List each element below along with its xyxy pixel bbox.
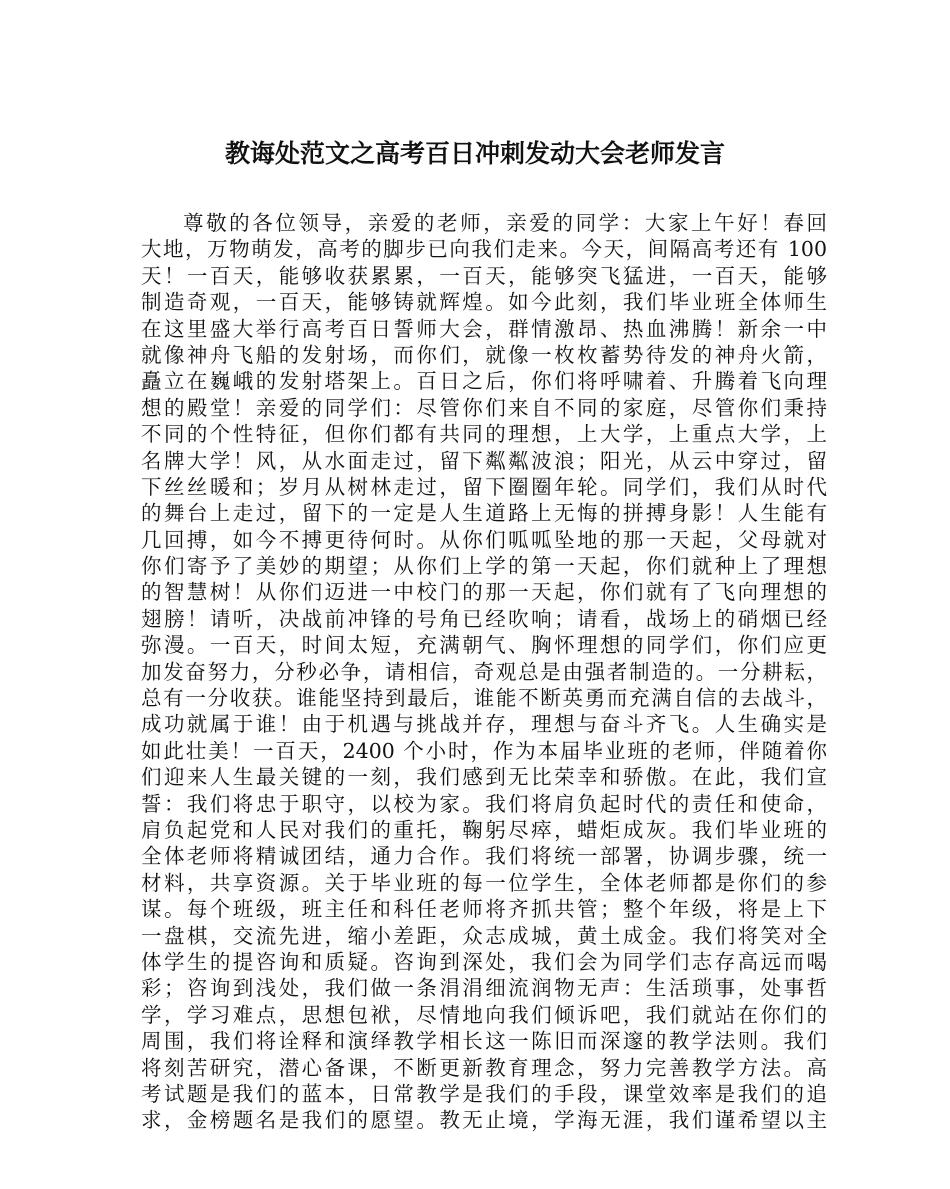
paragraph-line: 谋。每个班级，班主任和科任老师将齐抓共管；整个年级，将是上下 (141, 897, 827, 922)
paragraph-line: 如此壮美！一百天，2400 个小时，作为本届毕业班的老师，伴随着你 (141, 738, 827, 763)
paragraph-line: 的智慧树！从你们迈进一中校门的那一天起，你们就有了飞向理想的 (141, 580, 827, 605)
paragraph-line: 不同的个性特征，但你们都有共同的理想，上大学，上重点大学，上 (141, 422, 827, 447)
paragraph-line: 肩负起党和人民对我们的重托，鞠躬尽瘁，蜡炬成灰。我们毕业班的 (141, 817, 827, 842)
paragraph-line: 翅膀！请听，决战前冲锋的号角已经吹响；请看，战场上的硝烟已经 (141, 606, 827, 631)
paragraph-line: 学，学习难点，思想包袱，尽情地向我们倾诉吧，我们就站在你们的 (141, 1002, 827, 1027)
paragraph-line: 矗立在巍峨的发射塔架上。百日之后，你们将呼啸着、升腾着飞向理 (141, 369, 827, 394)
paragraph-line: 考试题是我们的蓝本，日常教学是我们的手段，课堂效率是我们的追 (141, 1081, 827, 1106)
paragraph-line: 你们寄予了美妙的期望；从你们上学的第一天起，你们就种上了理想 (141, 554, 827, 579)
document-title: 教诲处范文之高考百日冲刺发动大会老师发言 (224, 139, 725, 168)
paragraph-line: 想的殿堂！亲爱的同学们：尽管你们来自不同的家庭，尽管你们秉持 (141, 395, 827, 420)
paragraph-line: 们迎来人生最关键的一刻，我们感到无比荣幸和骄傲。在此，我们宣 (141, 765, 827, 790)
paragraph-line: 全体老师将精诚团结，通力合作。我们将统一部署，协调步骤，统一 (141, 844, 827, 869)
paragraph-line: 下丝丝暖和；岁月从树林走过，留下圈圈年轮。同学们，我们从时代 (141, 474, 827, 499)
paragraph-line: 材料，共享资源。关于毕业班的每一位学生，全体老师都是你们的参 (141, 870, 827, 895)
paragraph-line: 彩；咨询到浅处，我们做一条涓涓细流润物无声：生活琐事，处事哲 (141, 976, 827, 1001)
paragraph-line: 周围，我们将诠释和演绎教学相长这一陈旧而深邃的教学法则。我们 (141, 1029, 827, 1054)
paragraph-line: 制造奇观，一百天，能够铸就辉煌。如今此刻，我们毕业班全体师生 (141, 290, 827, 315)
paragraph-line: 几回搏，如今不搏更待何时。从你们呱呱坠地的那一天起，父母就对 (141, 527, 827, 552)
paragraph-line: 将刻苦研究，潜心备课，不断更新教育理念，努力完善教学方法。高 (141, 1055, 827, 1080)
paragraph-line: 弥漫。一百天，时间太短，充满朝气、胸怀理想的同学们，你们应更 (141, 633, 827, 658)
paragraph-line: 名牌大学！风，从水面走过，留下粼粼波浪；阳光，从云中穿过，留 (141, 448, 827, 473)
paragraph-line: 加发奋努力，分秒必争，请相信，奇观总是由强者制造的。一分耕耘， (141, 659, 827, 684)
paragraph-line: 总有一分收获。谁能坚持到最后，谁能不断英勇而充满自信的去战斗， (141, 686, 827, 711)
paragraph-line: 在这里盛大举行高考百日誓师大会，群情激昂、热血沸腾！新余一中 (141, 316, 827, 341)
speech-body (141, 210, 827, 1134)
paragraph-line: 就像神舟飞船的发射场，而你们，就像一枚枚蓄势待发的神舟火箭， (141, 342, 827, 367)
paragraph-line: 成功就属于谁！由于机遇与挑战并存，理想与奋斗齐飞。人生确实是 (141, 712, 827, 737)
paragraph-line: 大地，万物萌发，高考的脚步已向我们走来。今天，间隔高考还有 100 (141, 237, 827, 262)
paragraph-line: 尊敬的各位领导，亲爱的老师，亲爱的同学：大家上午好！春回 (183, 211, 827, 235)
paragraph-line: 求，金榜题名是我们的愿望。教无止境，学海无涯，我们谨希望以主 (141, 1108, 827, 1133)
paragraph-line: 天！一百天，能够收获累累，一百天，能够突飞猛进，一百天，能够 (141, 263, 827, 288)
paragraph-line: 一盘棋，交流先进，缩小差距，众志成城，黄土成金。我们将笑对全 (141, 923, 827, 948)
paragraph-line: 誓：我们将忠于职守，以校为家。我们将肩负起时代的责任和使命， (141, 791, 827, 816)
paragraph-line: 的舞台上走过，留下的一定是人生道路上无悔的拼搏身影！人生能有 (141, 501, 827, 526)
paragraph-line: 体学生的提咨询和质疑。咨询到深处，我们会为同学们志存高远而喝 (141, 949, 827, 974)
